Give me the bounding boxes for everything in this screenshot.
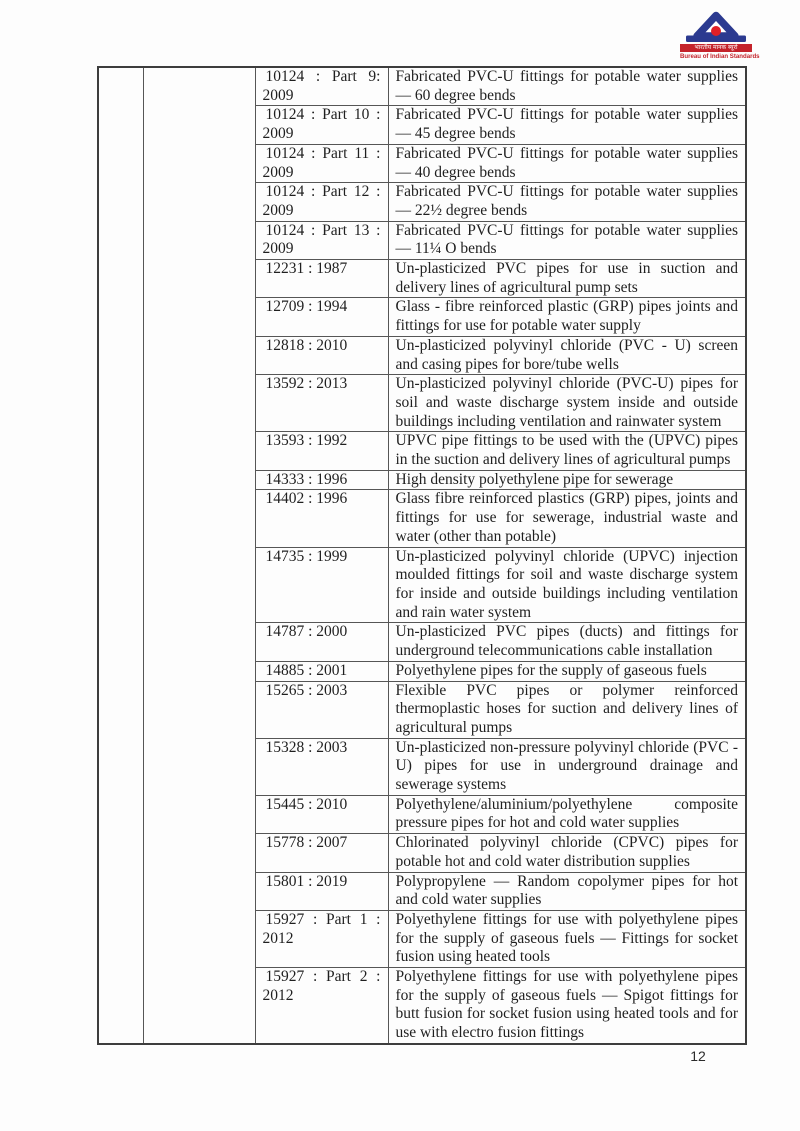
is-number-cell: 15328 : 2003 bbox=[255, 738, 388, 795]
is-number-cell: 14333 : 1996 bbox=[255, 470, 388, 490]
is-number-cell: 15778 : 2007 bbox=[255, 834, 388, 872]
is-number-cell: 12231 : 1987 bbox=[255, 260, 388, 298]
description-cell: Un-plasticized polyvinyl chloride (PVC - U) screen and casing pipes for bore/tube wells bbox=[388, 336, 746, 374]
is-number-cell: 14787 : 2000 bbox=[255, 623, 388, 661]
table-row bbox=[98, 67, 746, 106]
description-cell: Glass - fibre reinforced plastic (GRP) pipes joints and fittings for use for potable water supply bbox=[388, 298, 746, 336]
is-number-cell: 15445 : 2010 bbox=[255, 795, 388, 833]
description-cell: Fabricated PVC-U fittings for potable water supplies — 45 degree bends bbox=[388, 106, 746, 144]
description-cell: High density polyethylene pipe for sewerage bbox=[388, 470, 746, 490]
description-cell: UPVC pipe fittings to be used with the (UPVC) pipes in the suction and delivery lines of agricultural pumps bbox=[388, 432, 746, 470]
description-cell: Glass fibre reinforced plastics (GRP) pipes, joints and fittings for use for sewerage, industrial waste and water (other than potable) bbox=[388, 490, 746, 547]
bis-logo bbox=[680, 10, 760, 60]
description-cell: Fabricated PVC-U fittings for potable water supplies — 11¼ O bends bbox=[388, 221, 746, 259]
description-cell: Polyethylene fittings for use with polyethylene pipes for the supply of gaseous fuels — Fittings for socket fusion using heated tools bbox=[388, 910, 746, 967]
description-cell: Flexible PVC pipes or polymer reinforced thermoplastic hoses for suction and delivery lines of agricultural pumps bbox=[388, 681, 746, 738]
product-cell bbox=[143, 67, 255, 1044]
is-number-cell: 15927 : Part 2 : 2012 bbox=[255, 968, 388, 1044]
is-number-cell: 12709 : 1994 bbox=[255, 298, 388, 336]
description-cell: Polyethylene pipes for the supply of gaseous fuels bbox=[388, 661, 746, 681]
description-cell: Polypropylene — Random copolymer pipes for hot and cold water supplies bbox=[388, 872, 746, 910]
is-number-cell: 14885 : 2001 bbox=[255, 661, 388, 681]
description-cell: Un-plasticized polyvinyl chloride (UPVC) injection moulded fittings for soil and waste discharge system for inside and outside buildings including ventilation and rain water system bbox=[388, 547, 746, 623]
is-number-cell: 10124 : Part 10 : 2009 bbox=[255, 106, 388, 144]
description-cell: Un-plasticized non-pressure polyvinyl chloride (PVC -U) pipes for use in underground drainage and sewerage systems bbox=[388, 738, 746, 795]
description-cell: Fabricated PVC-U fittings for potable water supplies — 40 degree bends bbox=[388, 144, 746, 182]
description-cell: Un-plasticized PVC pipes (ducts) and fittings for underground telecommunications cable installation bbox=[388, 623, 746, 661]
is-number-cell: 13593 : 1992 bbox=[255, 432, 388, 470]
description-cell: Fabricated PVC-U fittings for potable water supplies — 60 degree bends bbox=[388, 67, 746, 106]
description-cell: Polyethylene fittings for use with polyethylene pipes for the supply of gaseous fuels — Spigot fittings for butt fusion for socket fusion using heated tools and for use with electro fusion fittings bbox=[388, 968, 746, 1044]
description-cell: Chlorinated polyvinyl chloride (CPVC) pipes for potable hot and cold water distribution supplies bbox=[388, 834, 746, 872]
description-cell: Fabricated PVC-U fittings for potable water supplies — 22½ degree bends bbox=[388, 183, 746, 221]
is-number-cell: 10124 : Part 11 : 2009 bbox=[255, 144, 388, 182]
is-number-cell: 10124 : Part 13 : 2009 bbox=[255, 221, 388, 259]
is-number-cell: 10124 : Part 9: 2009 bbox=[255, 67, 388, 106]
is-number-cell: 10124 : Part 12 : 2009 bbox=[255, 183, 388, 221]
page-number: 12 bbox=[690, 1048, 706, 1064]
is-number-cell: 15801 : 2019 bbox=[255, 872, 388, 910]
bis-emblem-icon bbox=[683, 10, 749, 43]
logo-hindi-text: भारतीय मानक ब्यूरो bbox=[680, 44, 752, 52]
is-number-cell: 15265 : 2003 bbox=[255, 681, 388, 738]
is-number-cell: 14735 : 1999 bbox=[255, 547, 388, 623]
description-cell: Un-plasticized polyvinyl chloride (PVC-U) pipes for soil and waste discharge system inside and outside buildings including ventilation and rainwater system bbox=[388, 375, 746, 432]
description-cell: Un-plasticized PVC pipes for use in suction and delivery lines of agricultural pump sets bbox=[388, 260, 746, 298]
is-number-cell: 13592 : 2013 bbox=[255, 375, 388, 432]
description-cell: Polyethylene/aluminium/polyethylene composite pressure pipes for hot and cold water supplies bbox=[388, 795, 746, 833]
is-number-cell: 14402 : 1996 bbox=[255, 490, 388, 547]
is-number-cell: 12818 : 2010 bbox=[255, 336, 388, 374]
is-number-cell: 15927 : Part 1 : 2012 bbox=[255, 910, 388, 967]
logo-english-text: Bureau of Indian Standards bbox=[680, 53, 760, 60]
serial-cell bbox=[98, 67, 143, 1044]
standards-table bbox=[97, 66, 747, 1045]
